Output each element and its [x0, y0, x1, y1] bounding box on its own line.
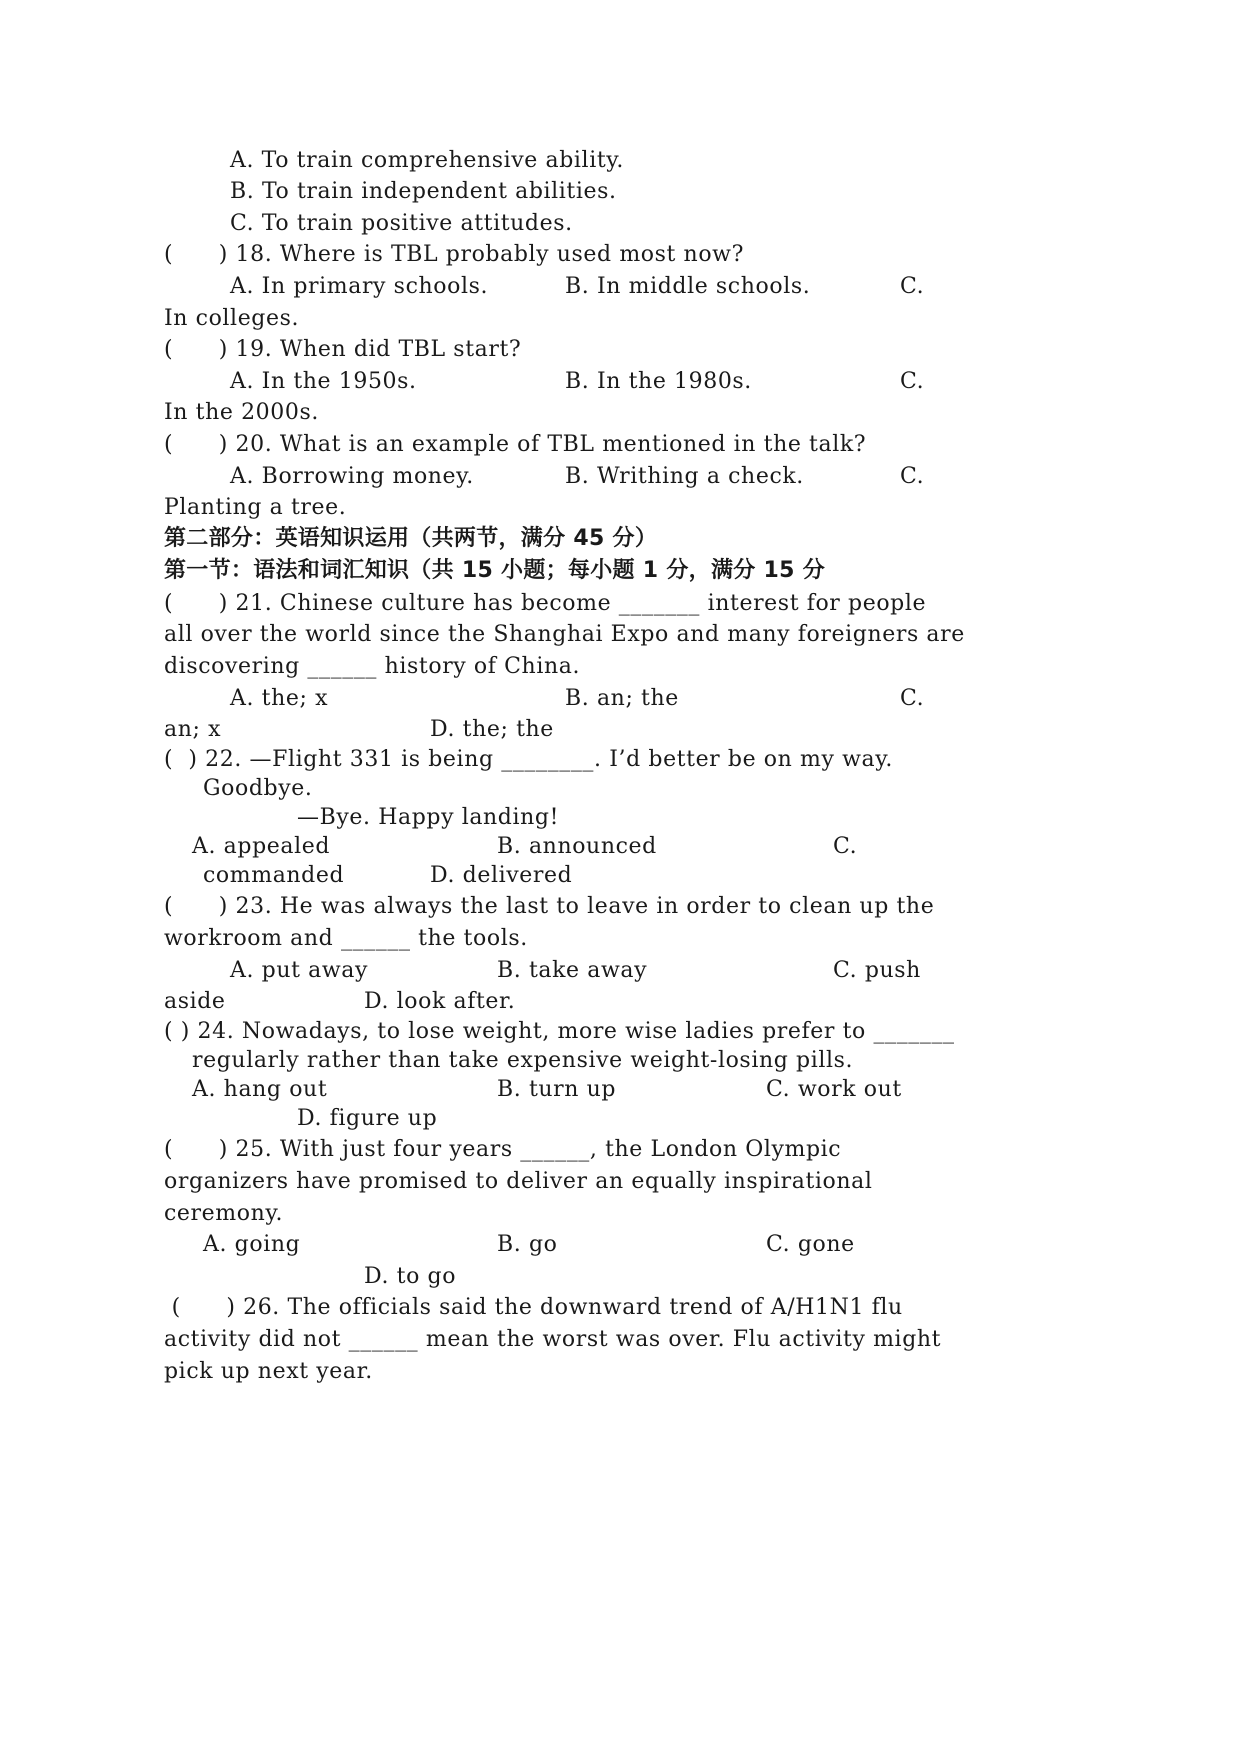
q23-option-b: B. take away — [497, 958, 648, 983]
q21-option-d: D. the; the — [430, 717, 554, 742]
q23-stem-line2: workroom and ______ the tools. — [164, 926, 528, 951]
q25-option-c: C. gone — [766, 1232, 855, 1257]
q19-stem: ( ) 19. When did TBL start? — [164, 337, 522, 362]
q22-option-a: A. appealed — [192, 834, 331, 859]
q25-stem-line3: ceremony. — [164, 1201, 284, 1226]
q20-stem: ( ) 20. What is an example of TBL mentioned in the talk? — [164, 432, 867, 457]
q25-stem-line1: ( ) 25. With just four years ______, the London Olympic — [164, 1137, 842, 1162]
q26-stem-line1: ( ) 26. The officials said the downward trend of A/H1N1 flu — [164, 1295, 903, 1320]
q21-option-c-text: an; x — [164, 717, 222, 742]
q21-stem-line3: discovering ______ history of China. — [164, 654, 581, 679]
q22-stem: ( ) 22. —Flight 331 is being ________. I’d better be on my way. — [164, 747, 893, 772]
q17-option-b: B. To train independent abilities. — [230, 179, 617, 204]
q26-stem-line2: activity did not ______ mean the worst was over. Flu activity might — [164, 1327, 942, 1352]
q21-option-c-label: C. — [900, 686, 925, 711]
q23-option-c-label: C. push — [833, 958, 921, 983]
q18-option-c-label: C. — [900, 274, 925, 299]
q25-option-a: A. going — [203, 1232, 301, 1257]
part-two-heading: 第二部分：英语知识运用（共两节，满分 45 分） — [164, 526, 658, 551]
q22-option-c-text: commanded — [203, 863, 345, 888]
q24-stem-cont: regularly rather than take expensive weight-losing pills. — [192, 1048, 854, 1073]
q21-option-b: B. an; the — [565, 686, 679, 711]
q22-stem-cont: Goodbye. — [203, 776, 313, 801]
q18-stem: ( ) 18. Where is TBL probably used most now? — [164, 242, 745, 267]
q23-option-c-text: aside — [164, 989, 226, 1014]
q24-option-d: D. figure up — [297, 1106, 438, 1131]
q20-option-a: A. Borrowing money. — [230, 464, 474, 489]
q25-option-b: B. go — [497, 1232, 558, 1257]
q17-option-a: A. To train comprehensive ability. — [230, 148, 624, 173]
q21-option-a: A. the; x — [230, 686, 329, 711]
q19-option-c-label: C. — [900, 369, 925, 394]
q25-option-d: D. to go — [364, 1264, 457, 1289]
q24-stem: ( ) 24. Nowadays, to lose weight, more wise ladies prefer to _______ — [164, 1019, 955, 1044]
q24-option-c: C. work out — [766, 1077, 902, 1102]
q19-option-a: A. In the 1950s. — [230, 369, 417, 394]
q22-option-b: B. announced — [497, 834, 657, 859]
q21-stem-line1: ( ) 21. Chinese culture has become _______ interest for people — [164, 591, 927, 616]
q18-option-b: B. In middle schools. — [565, 274, 811, 299]
q23-option-a: A. put away — [230, 958, 369, 983]
q22-option-c-label: C. — [833, 834, 858, 859]
q23-stem-line1: ( ) 23. He was always the last to leave in order to clean up the — [164, 894, 935, 919]
q24-option-a: A. hang out — [192, 1077, 328, 1102]
q22-option-d: D. delivered — [430, 863, 573, 888]
q19-option-c-text: In the 2000s. — [164, 400, 319, 425]
q22-reply: —Bye. Happy landing! — [297, 805, 560, 830]
q20-option-c-text: Planting a tree. — [164, 495, 347, 520]
q23-option-d: D. look after. — [364, 989, 516, 1014]
q26-stem-line3: pick up next year. — [164, 1359, 373, 1384]
q20-option-c-label: C. — [900, 464, 925, 489]
section-one-heading: 第一节：语法和词汇知识（共 15 小题；每小题 1 分，满分 15 分 — [164, 558, 825, 583]
q18-option-c-text: In colleges. — [164, 306, 300, 331]
q20-option-b: B. Writhing a check. — [565, 464, 804, 489]
q18-option-a: A. In primary schools. — [230, 274, 489, 299]
q17-option-c: C. To train positive attitudes. — [230, 211, 573, 236]
q19-option-b: B. In the 1980s. — [565, 369, 752, 394]
q25-stem-line2: organizers have promised to deliver an equally inspirational — [164, 1169, 873, 1194]
q21-stem-line2: all over the world since the Shanghai Expo and many foreigners are — [164, 622, 965, 647]
q24-option-b: B. turn up — [497, 1077, 617, 1102]
